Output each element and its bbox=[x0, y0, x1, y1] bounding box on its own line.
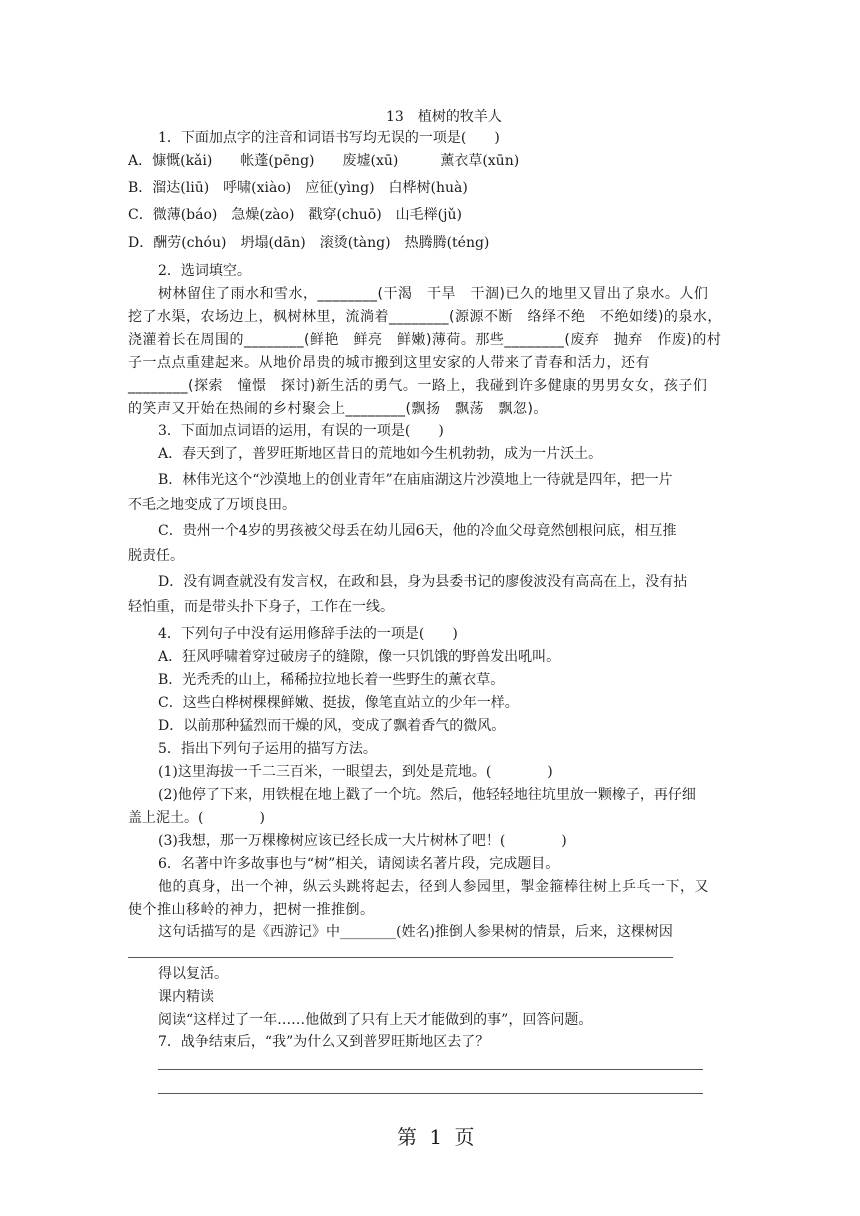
question-7: 7．战争结束后，“我”为什么又到普罗旺斯地区去了？ bbox=[158, 1034, 490, 1050]
answer-rule bbox=[158, 1093, 703, 1094]
answer-rule bbox=[158, 1069, 703, 1070]
q5-item-2: (2)他停了下来，用铁棍在地上戳了一个坑。然后，他轻轻地往坑里放一颗橡子，再仔细 bbox=[158, 787, 696, 803]
q5-item-2-cont: 盖上泥土。( ) bbox=[128, 810, 265, 826]
q5-item-3: (3)我想，那一万棵橡树应该已经长成一大片树林了吧！( ) bbox=[158, 833, 567, 849]
question-2: 2．选词填空。 bbox=[158, 263, 251, 279]
answer-rule bbox=[128, 957, 673, 958]
q1-option-d: D．酬劳(chóu) 坍塌(dān) 滚烫(tàng) 热腾腾(téng) bbox=[128, 235, 490, 251]
question-1: 1．下面加点字的注音和词语书写均无误的一项是( ) bbox=[158, 130, 500, 146]
reading-instruction: 阅读“这样过了一年……他做到了只有上天才能做到的事”，回答问题。 bbox=[158, 1012, 593, 1028]
q1-option-b: B．溜达(liū) 呼啸(xiào) 应征(yìng) 白桦树(huà) bbox=[128, 180, 468, 196]
question-3: 3．下面加点词语的运用，有误的一项是( ) bbox=[158, 423, 444, 439]
q4-option-c: C．这些白桦树棵棵鲜嫩、挺拔，像笔直站立的少年一样。 bbox=[158, 695, 519, 711]
q5-item-1: (1)这里海拔一千二三百米，一眼望去，到处是荒地。( ) bbox=[158, 764, 553, 780]
q3-option-a: A．春天到了，普罗旺斯地区昔日的荒地如今生机勃勃，成为一片沃土。 bbox=[158, 446, 603, 462]
lesson-title: 13 植树的牧羊人 bbox=[386, 109, 502, 125]
q4-option-a: A．狂风呼啸着穿过破房子的缝隙，像一只饥饿的野兽发出吼叫。 bbox=[158, 649, 561, 665]
q6-prompt: 这句话描写的是《西游记》中________(姓名)推倒人参果树的情景，后来，这棵树因 bbox=[158, 924, 673, 940]
q1-option-c: C．微薄(báo) 急燥(zào) 戳穿(chuō) 山毛榉(jǔ) bbox=[128, 207, 462, 223]
q3-option-c-cont: 脱责任。 bbox=[128, 548, 184, 564]
q3-option-b-cont: 不毛之地变成了万顷良田。 bbox=[128, 497, 296, 513]
q2-passage-line: 浇灌着长在周围的________(鲜艳 鲜亮 鲜嫩)薄荷。那些________(废弃 抛弃 作废)的村 bbox=[128, 332, 722, 348]
q2-passage-line: 的笑声又开始在热闹的乡村聚会上________(飘扬 飘荡 飘忽)。 bbox=[128, 401, 548, 417]
q2-passage-line: 子一点点重建起来。从地价昂贵的城市搬到这里安家的人带来了青春和活力，还有 bbox=[128, 355, 650, 371]
question-5: 5．指出下列句子运用的描写方法。 bbox=[158, 741, 377, 757]
q3-option-b: B．林伟光这个“沙漠地上的创业青年”在庙庙湖这片沙漠地上一待就是四年，把一片 bbox=[158, 472, 673, 488]
q3-option-d-cont: 轻怕重，而是带头扑下身子，工作在一线。 bbox=[128, 599, 394, 615]
q3-option-c: C．贵州一个4岁的男孩被父母丢在幼儿园6天，他的冷血父母竟然刨根问底，相互推 bbox=[158, 523, 677, 539]
q2-passage-line: 挖了水渠，农场边上，枫树林里，流淌着________(源源不断 络绎不绝 不绝如缕)的泉水， bbox=[128, 309, 722, 325]
q2-passage-line: 树林留住了雨水和雪水，________(干渴 干旱 干涸)已久的地里又冒出了泉水。人们 bbox=[158, 286, 709, 302]
question-4: 4．下列句子中没有运用修辞手法的一项是( ) bbox=[158, 626, 458, 642]
q4-option-d: D．以前那种猛烈而干燥的风，变成了飘着香气的微风。 bbox=[158, 718, 506, 734]
page-number: 第 1 页 bbox=[397, 1125, 478, 1149]
q1-option-a: A．慷慨(kǎi) 帐蓬(pēng) 废墟(xū) 薰衣草(xūn) bbox=[128, 153, 520, 169]
q2-passage-line: ________(探索 憧憬 探讨)新生活的勇气。一路上，我碰到许多健康的男男女女，孩子们 bbox=[128, 378, 708, 394]
q6-excerpt-line: 他的真身，出一个神，纵云头跳将起去，径到人参园里，掣金箍棒往树上乒乓一下，又 bbox=[158, 879, 709, 895]
q6-excerpt-line: 使个推山移岭的神力，把树一推推倒。 bbox=[128, 902, 375, 918]
q6-prompt-cont: 得以复活。 bbox=[158, 966, 228, 982]
q4-option-b: B．光秃秃的山上，稀稀拉拉地长着一些野生的薰衣草。 bbox=[158, 672, 505, 688]
section-heading: 课内精读 bbox=[158, 989, 214, 1005]
question-6: 6．名著中许多故事也与“树”相关，请阅读名著片段，完成题目。 bbox=[158, 856, 560, 872]
q3-option-d: D．没有调查就没有发言权，在政和县，身为县委书记的廖俊波没有高高在上，没有拈 bbox=[158, 574, 688, 590]
